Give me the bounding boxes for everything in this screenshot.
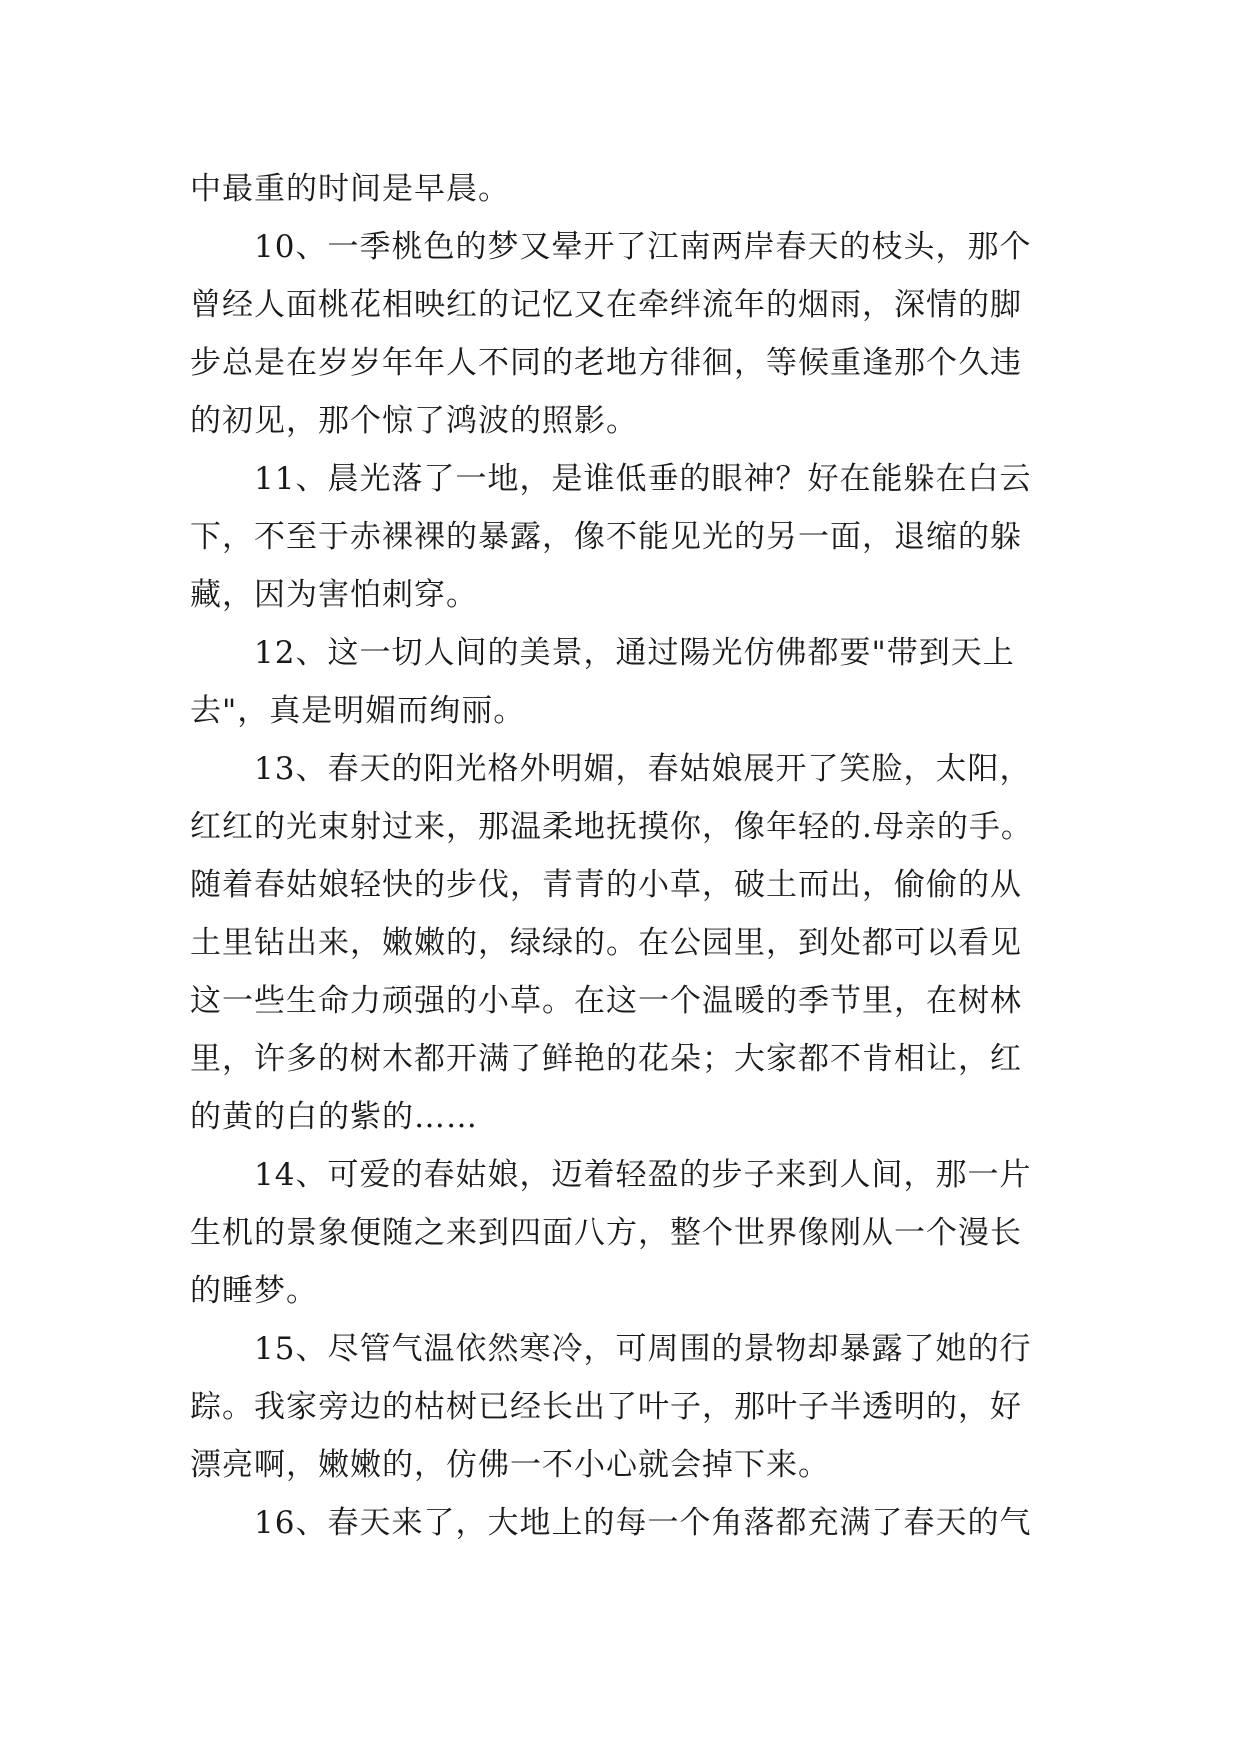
text-line: 的初见，那个惊了鸿波的照影。 <box>190 403 638 439</box>
text-line: 随着春姑娘轻快的步伐，青青的小草，破土而出，偷偷的从 <box>190 867 1022 903</box>
text-line: 15、尽管气温依然寒冷，可周围的景物却暴露了她的行 <box>254 1331 1032 1367</box>
text-line: 生机的景象便随之来到四面八方，整个世界像刚从一个漫长 <box>190 1215 1022 1251</box>
text-line: 踪。我家旁边的枯树已经长出了叶子，那叶子半透明的，好 <box>190 1389 1022 1425</box>
text-line: 这一些生命力顽强的小草。在这一个温暖的季节里，在树林 <box>190 983 1022 1019</box>
text-line: 中最重的时间是早晨。 <box>190 171 510 207</box>
text-line: 下，不至于赤裸裸的暴露，像不能见光的另一面，退缩的躲 <box>190 519 1022 555</box>
document-body <box>190 160 1050 1552</box>
text-line: 步总是在岁岁年年人不同的老地方徘徊，等候重逢那个久违 <box>190 345 1022 381</box>
text-line: 曾经人面桃花相映红的记忆又在牵绊流年的烟雨，深情的脚 <box>190 287 1022 323</box>
text-line: 里，许多的树木都开满了鲜艳的花朵；大家都不肯相让，红 <box>190 1041 1022 1077</box>
text-line: 12、这一切人间的美景，通过陽光仿佛都要"带到天上 <box>254 635 1015 671</box>
text-line: 16、春天来了，大地上的每一个角落都充满了春天的气 <box>254 1505 1032 1541</box>
text-line: 藏，因为害怕刺穿。 <box>190 577 478 613</box>
text-line: 漂亮啊，嫩嫩的，仿佛一不小心就会掉下来。 <box>190 1447 830 1483</box>
text-line: 10、一季桃色的梦又晕开了江南两岸春天的枝头，那个 <box>254 229 1032 265</box>
text-line: 土里钻出来，嫩嫩的，绿绿的。在公园里，到处都可以看见 <box>190 925 1022 961</box>
text-line: 11、晨光落了一地，是谁低垂的眼神？好在能躲在白云 <box>254 461 1032 497</box>
text-line: 红红的光束射过来，那温柔地抚摸你，像年轻的.母亲的手。 <box>190 809 1033 845</box>
text-line: 14、可爱的春姑娘，迈着轻盈的步子来到人间，那一片 <box>254 1157 1032 1193</box>
text-line: 去"，真是明媚而绚丽。 <box>190 693 526 729</box>
text-line: 的睡梦。 <box>190 1273 318 1309</box>
text-line: 13、春天的阳光格外明媚，春姑娘展开了笑脸，太阳， <box>254 751 1032 787</box>
text-line: 的黄的白的紫的…… <box>190 1099 478 1135</box>
